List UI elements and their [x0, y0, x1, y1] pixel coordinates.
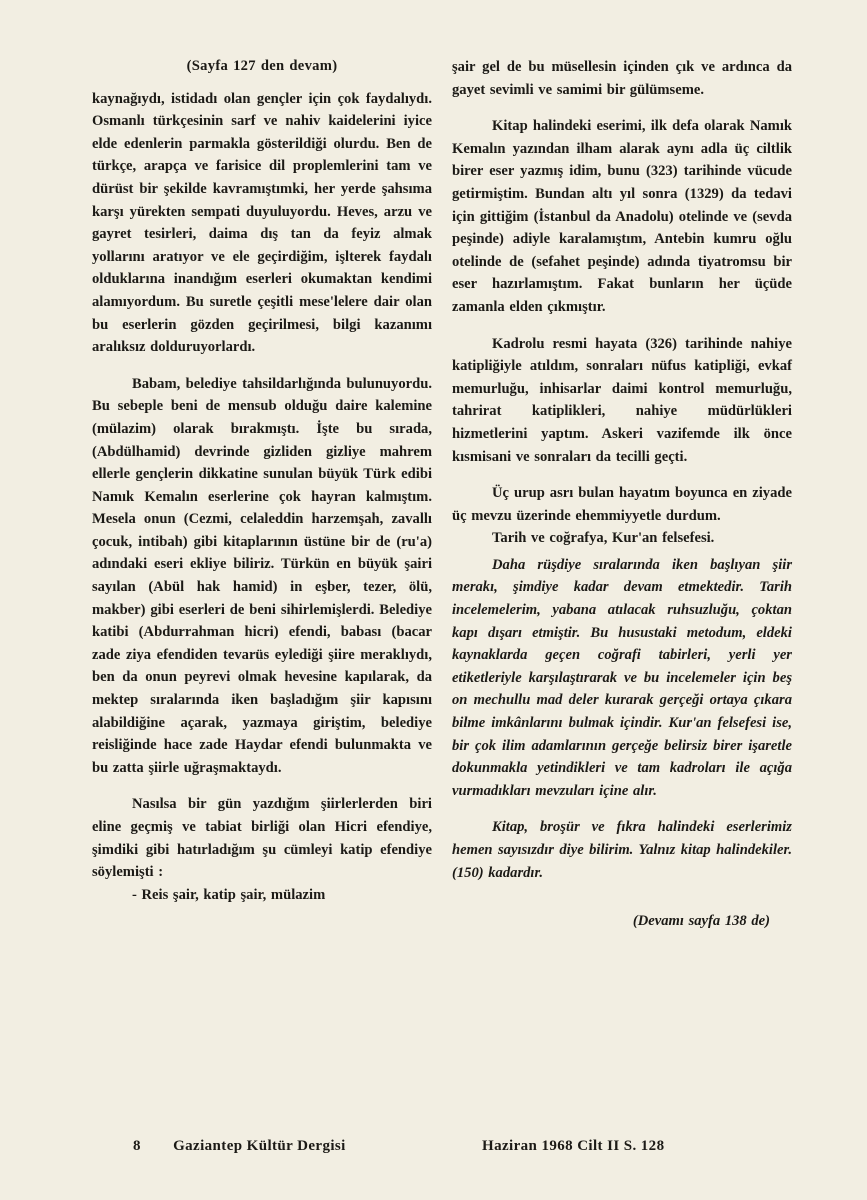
- continuation-header: (Sayfa 127 den devam): [186, 58, 338, 74]
- article-paragraph: Üç urup asrı bulan hayatım boyunca en ziyade üç mevzu üzerinde ehemmiyyetle durdum.: [452, 485, 792, 524]
- magazine-title: Gaziantep Kültür Dergisi: [173, 1138, 346, 1154]
- article-paragraph: Nasılsa bir gün yazdığım şiirlerlerden biri eline geçmiş ve tabiat birliği olan Hicri efendiye, şimdiki gibi hatırladığım şu cümleyi katip efendiye söylemişti :: [92, 796, 432, 881]
- article-paragraph: şair gel de bu müsellesin içinden çık ve ardınca da gayet sevimli ve samimi bir gülümseme.: [452, 59, 792, 98]
- article-paragraph: Kitap, broşür ve fıkra halindeki eserlerimiz hemen sayısızdır diye bilirim. Yalnız kitap halindekiler. (150) kadardır.: [452, 819, 792, 881]
- continuation-note: (Devamı sayfa 138 de): [632, 913, 770, 930]
- article-paragraph: Kitap halindeki eserimi, ilk defa olarak Namık Kemalın yazından ilham alarak aynı adla üç ciltlik birer eser yazmış idim, bunu (323) tarihinde vücude getirmiştim. Bundan altı yıl sonra (1329) da tedavi için gittiğim (İstanbul da Anadolu) otelinde ve (sevda peşinde) adiyle karalamıştım, Antebin kumru oğlu otelinde de (sefahet peşinde) adında tiyatromsu bir eser hazırlamıştım. Fakat bunların her üçüde zamanla elden çıkmıştır.: [452, 118, 792, 315]
- left-column: [92, 55, 432, 920]
- page-number: 8: [133, 1138, 141, 1154]
- article-paragraph: - Reis şair, katip şair, mülazim: [132, 886, 326, 903]
- article-paragraph: kaynağıydı, istidadı olan gençler için çok faydalıydı. Osmanlı türkçesinin sarf ve nahiv kaidelerini iyice elde edenlerin parmakla gösterildiği olurdu. Ben de türkçe, arapça ve farisice dil proplemlerini tam ve dürüst bir şekilde kavramıştımki, her yerde şahsıma karşı yürekten sempati duyuluyordu. Heves, arzu ve gayret tesirleri, daima dış tan da feyiz almak yollarını aratıyor ve ele geçirdiğim, işlterek faydalı olduklarına inandığım eserleri okumaktan kendimi alamıyordum. Bu suretle çeşitli mese'lelere dair olan bu eserlerin gözden geçirilmesi, bilgi kazanımı aralıksız dolduruyorlardı.: [92, 90, 432, 356]
- article-paragraph: Kadrolu resmi hayata (326) tarihinde nahiye katipliğiyle atıldım, sonraları nüfus katipliği, evkaf memurluğu, inhisarlar daimi kontrol memurluğu, tahrirat katiplikleri, nahiye müdürlükleri hizmetlerini yaptım. Askeri vazifemde ilk önce kısmisani ve sonraları da tecilli geçti.: [452, 335, 792, 465]
- article-paragraph: Daha rüşdiye sıralarında iken başlıyan şiir merakı, şimdiye kadar devam etmektedir. Tarih incelemelerim, yabana atılacak ruhsuzluğu, çoktan kapı dışarı etmiştir. Bu husustaki metodum, eldeki kaynaklarda geçen coğrafi tabirleri, yerli yer etiketleriyle karşılaştırarak ve bu incelemeler için beş on mechullu mad deler kurarak gerçeği ortaya çıkara bilme imkânlarını bulmak içindir. Kur'an felsefesi ise, bir çok ilim adamlarının gerçeğe belirsiz birer işaretle dokunmakla yetindikleri ve tam kadroları ile açığa vurmadıkları mevzuları içine alır.: [452, 556, 792, 799]
- article-paragraph: Babam, belediye tahsildarlığında bulunuyordu. Bu sebeple beni de mensub olduğu daire kalemine (mülazim) olarak bırakmıştı. İşte bu sırada, (Abdülhamid) devrinde gizliden gizliye mahrem ellerle gençlerin dikkatine sunulan büyük Türk edibi Namık Kemalın eserlerine çok hayran kalmıştım. Mesela onun (Cezmi, celaleddin harzemşah, zavallı çocuk, intibah) gibi kitaplarının üstüne bir de (ru'a) adındaki eseri ekliye biliriz. Türkün en büyük şairi sayılan (Abül hak hamid) in eşber, tezer, ölü, makber) gibi eserleri de beni sihirlemişlerdi. Belediye katibi (Abdurrahman hicri) efendi, babası (bacar zade ziya efendiden tevarüs eylediği şiire meraklıydı, ben da onun peyrevi olmak hevesine kapılarak, da mektep sıralarında iken başladığım şiir kapısını alabildiğine açarak, yazmaya giriştim, belediye reisliğinde hace zade Haydar efendi bulunmakta ve bu zatta şiirle uğraşmaktaydı.: [92, 375, 432, 776]
- article-paragraph: Tarih ve coğrafya, Kur'an felsefesi.: [492, 530, 715, 547]
- footer-left: [133, 1138, 346, 1155]
- right-column: [452, 56, 792, 933]
- footer-issue: Haziran 1968 Cilt II S. 128: [482, 1138, 665, 1154]
